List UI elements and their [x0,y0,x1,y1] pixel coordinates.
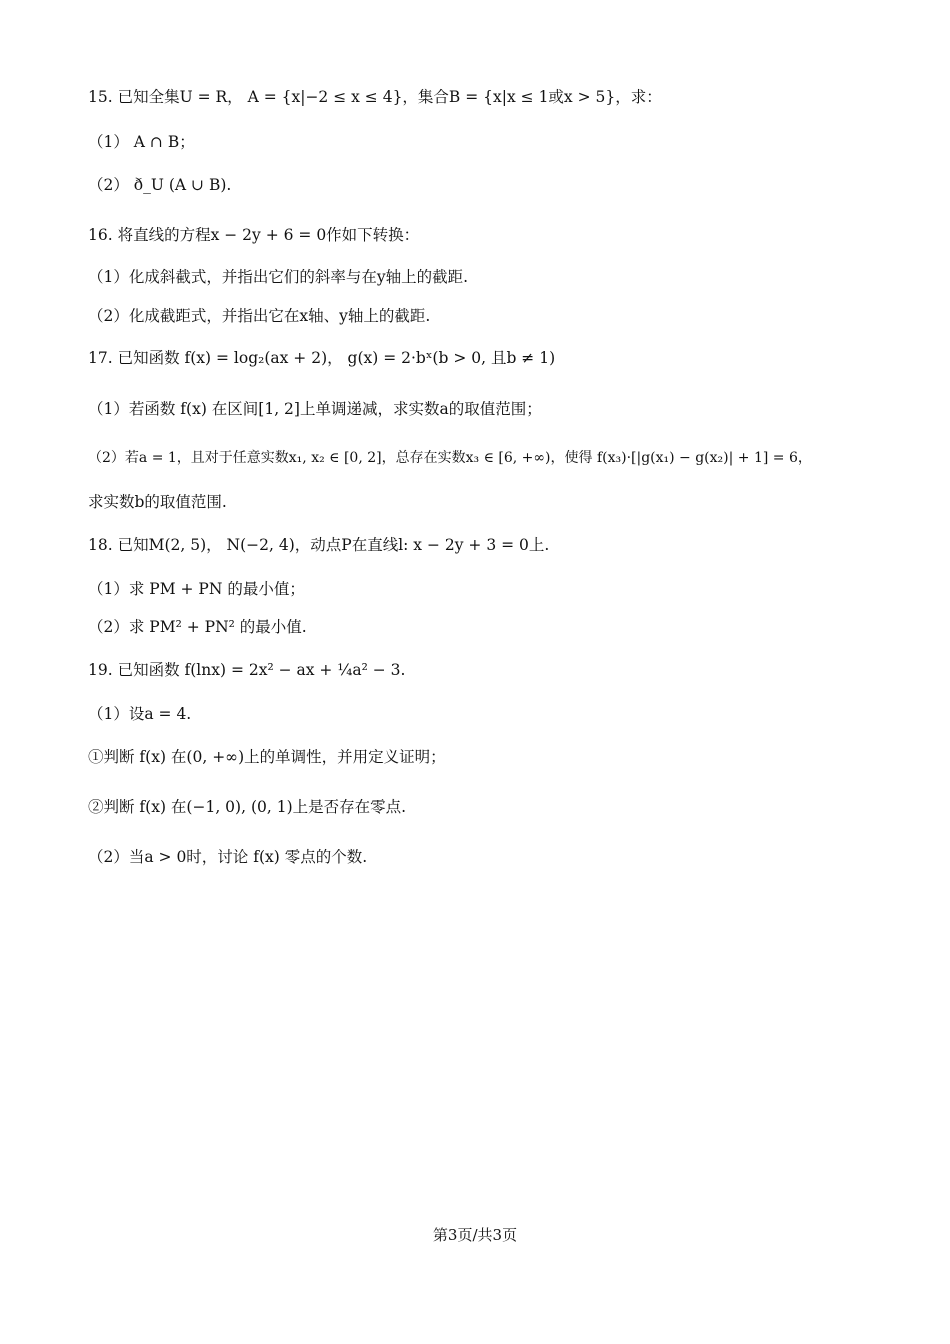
problem-18-part1: （1）求 PM + PN 的最小值； [88,580,305,598]
problem-17-part2-cont: 求实数b的取值范围. [88,493,227,511]
problem-19-sub1: ①判断 f(x) 在(0, +∞)上的单调性，并用定义证明； [88,748,446,766]
problem-16-part1: （1）化成斜截式，并指出它们的斜率与在y轴上的截距. [88,268,469,286]
problem-15-stem: 15. 已知全集U = R， A = {x|−2 ≤ x ≤ 4}，集合B = {x|x ≤ 1或x > 5}，求： [88,88,662,106]
problem-15-part2: （2） ð_U (A ∪ B). [88,176,232,194]
problem-19-part1: （1）设a = 4. [88,705,192,723]
problem-17-stem: 17. 已知函数 f(x) = log₂(ax + 2)， g(x) = 2·bˣ(b > 0, 且b ≠ 1) [88,349,556,367]
problem-17-part1: （1）若函数 f(x) 在区间[1, 2]上单调递减，求实数a的取值范围； [88,400,542,418]
problem-19-part2: （2）当a > 0时，讨论 f(x) 零点的个数. [88,848,368,866]
problem-16-stem: 16. 将直线的方程x − 2y + 6 = 0作如下转换： [88,226,420,244]
page-number-footer: 第3页/共3页 [432,1226,518,1244]
problem-18-part2: （2）求 PM² + PN² 的最小值. [88,618,307,636]
problem-16-part2: （2）化成截距式，并指出它在x轴、y轴上的截距. [88,307,431,325]
problem-17-part2: （2）若a = 1，且对于任意实数x₁, x₂ ∈ [0, 2]，总存在实数x₃ ∈ [6, +∞)，使得 f(x₃)·[|g(x₁) − g(x₂)| + 1] = 6， [88,450,812,466]
problem-19-sub2: ②判断 f(x) 在(−1, 0), (0, 1)上是否存在零点. [88,798,407,816]
problem-15-part1: （1） A ∩ B； [88,133,195,151]
problem-18-stem: 18. 已知M(2, 5)， N(−2, 4)，动点P在直线l: x − 2y + 3 = 0上. [88,536,550,554]
problem-19-stem: 19. 已知函数 f(lnx) = 2x² − ax + ¼a² − 3. [88,661,406,679]
